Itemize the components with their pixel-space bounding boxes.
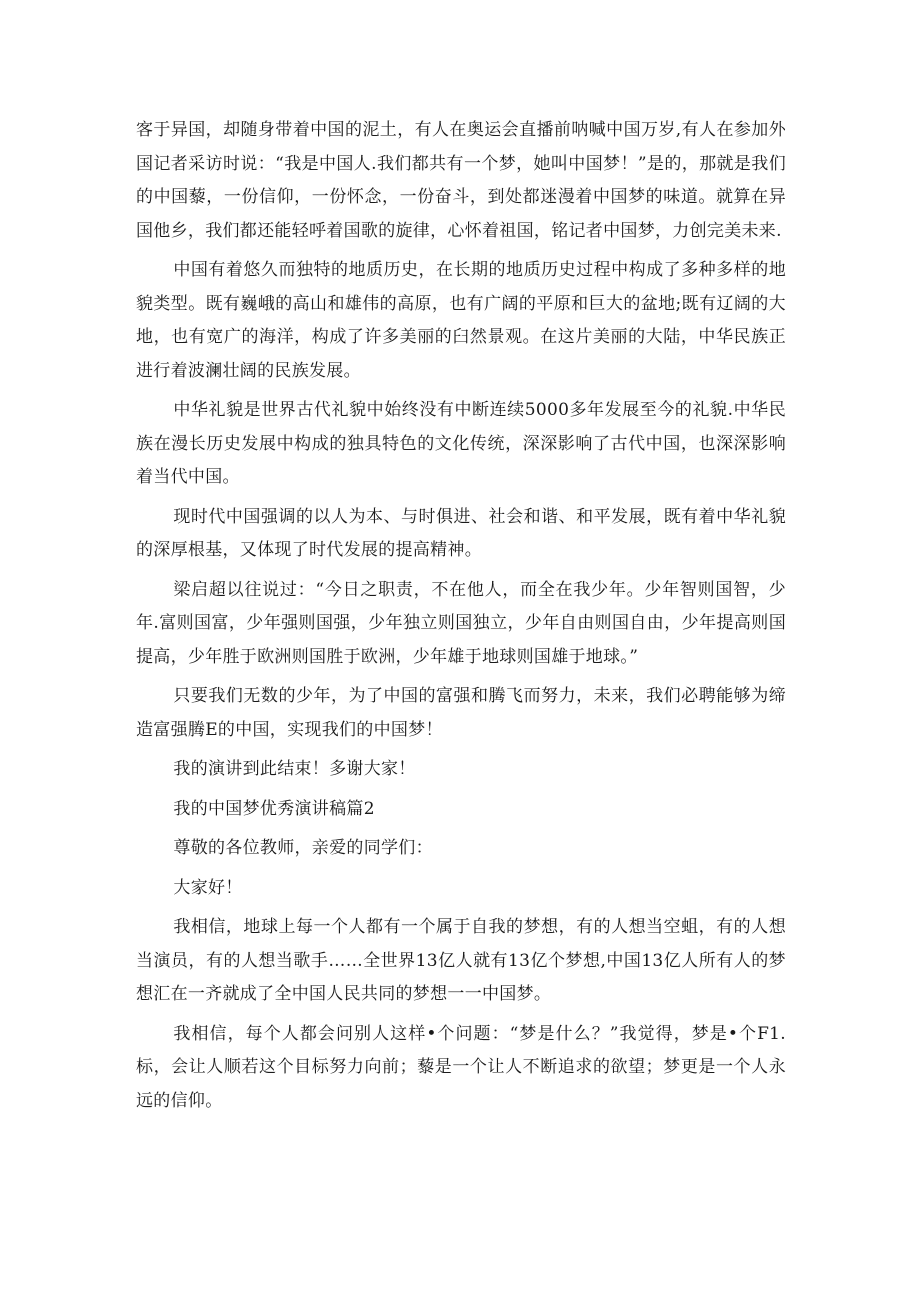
salutation: 尊敬的各位教师，亲爱的同学们： — [173, 838, 433, 858]
paragraph-4: 现时代中国强调的以人为本、与时俱进、社会和谐、和平发展，既有着中华礼貌的深厚根基，又体现了时代发展的提高精神。 — [136, 506, 786, 560]
paragraph-2: 中国有着悠久而独特的地质历史，在长期的地质历史过程中构成了多种多样的地貌类型。既有巍峨的高山和雄伟的高原，也有广阔的平原和巨大的盆地;既有辽阔的大地，也有宽广的海洋，构成了许多美丽的臼然景观。在这片美丽的大陆，中华民族正进行着波澜壮阔的民族发展。 — [136, 260, 786, 381]
paragraph-1: 客于异国，却随身带着中国的泥土，有人在奥运会直播前呐喊中国万岁,有人在参加外国记者采访时说：“我是中国人.我们都共有一个梦，她叫中国梦！”是的，那就是我们的中国藜，一份信仰，一份怀念，一份奋斗，到处都迷漫着中国梦的味道。就算在异国他乡，我们都还能轻呼着国歌的旋律，心怀着祖国，铭记者中国梦，力创完美未来. — [136, 120, 786, 241]
greeting: 大家好！ — [173, 877, 243, 898]
document-body — [136, 114, 786, 1118]
section-title: 我的中国梦优秀演讲稿篇2 — [173, 798, 375, 819]
paragraph-5: 梁启超以往说过：“今日之职责，不在他人，而全在我少年。少年智则国智，少年.富则国富，少年强则国强，少年独立则国独立，少年自由则国自由，少年提高则国提高，少年胜于欧洲则国胜于欧洲，少年雄于地球则国雄于地球。” — [136, 579, 786, 667]
paragraph-12: 我相信，每个人都会问别人这样•个问题：“梦是什么？”我觉得，梦是•个F1.标，会让人顺若这个目标努力向前；藜是一个让人不断追求的欲望；梦更是一个人永远的信仰。 — [136, 1023, 786, 1111]
paragraph-6: 只要我们无数的少年，为了中国的富强和腾飞而努力，未来，我们必聘能够为缔造富强腾E的中国，实现我们的中国梦！ — [136, 686, 786, 740]
paragraph-11: 我相信，地球上每一个人都有一个属于自我的梦想，有的人想当空蛆，有的人想当演员，有的人想当歌手……全世界13亿人就有13亿个梦想,中国13亿人所有人的梦想汇在一齐就成了全中国人民共同的梦想一一中国梦。 — [136, 917, 786, 1004]
paragraph-3: 中华礼貌是世界古代礼貌中始终没有中断连续5000多年发展至今的礼貌.中华民族在漫长历史发展中构成的独具特色的文化传统，深深影响了古代中国，也深深影响着当代中国。 — [136, 400, 786, 487]
closing-line: 我的演讲到此结束！多谢大家！ — [173, 759, 416, 779]
